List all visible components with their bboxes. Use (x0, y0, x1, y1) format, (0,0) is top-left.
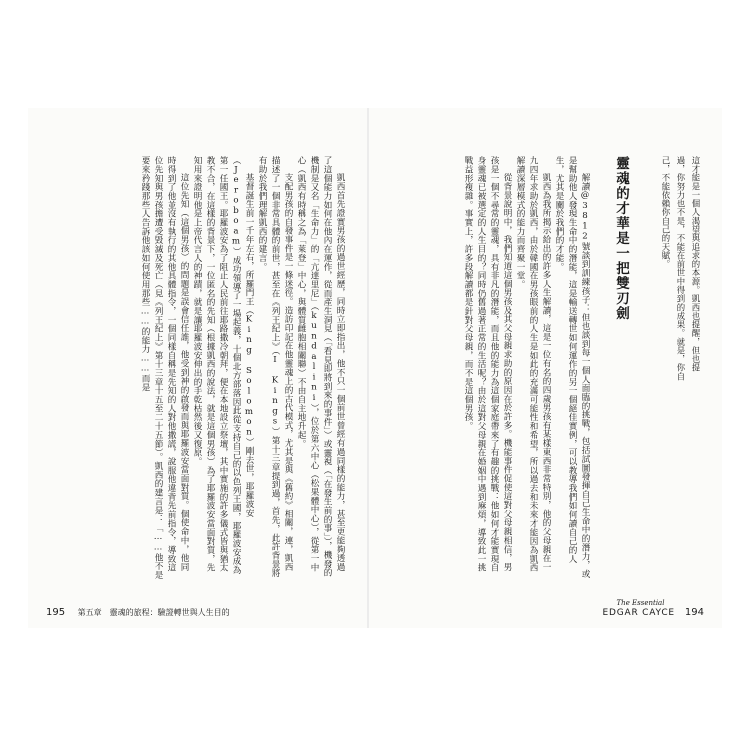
series-script: The Essential (616, 599, 665, 607)
right-paragraph-2: 凱西為我所揭示給出的許多人生解讀，這是一位有名的四歲男孩有某樣東西非常特別，他的父母親在一九四年求助於凱西，由於韓國在男孩眼前的人生是如此的充滿可能性和希望，所以過去和未來才能因為凱西解讀深層模式的能力而齊聚一堂。 (515, 156, 551, 572)
section-title: 靈魂的才華是一把雙刃劍 (613, 156, 629, 321)
left-page-number: 195 (46, 607, 66, 618)
series-author: EDGAR CAYCE (602, 608, 675, 618)
series-mark (603, 598, 675, 618)
right-paragraph-1: 解讀@3812號談到訓練孩子：但也談到每一個人面臨的挑戰，包括試圖發揮自己生命中的潛力，或是幫助他人發現生命中的潛能，這是輸送轉世如何運作的另一個絕佳實例，可以教導我們如何讀自己的人生，尤其是關於我們的才能。 (554, 156, 590, 579)
right-page-body (385, 156, 591, 580)
left-paragraph-2: 支配男孩的自發事件是一條迷徑。造訪印記在他靈魂上的古代模式，尤其是與《舊約》相關，連，凱西描述了一個非常具體的前世，甚至在《列王紀上》（I Kings）第十三章提到過，首先，此許背景將有助於我們理解凱西的建言。 (257, 156, 293, 578)
left-paragraph-1: 凱西首先證實男孩的過世經歷，同時立即指出，他不只一個前世曾經有過同樣的能力，甚至更能夠透過了這個能力如何在他內在運作，從而產生洞見（「看見即將到來的事件」）或靈視（「在發生前的事」），機發的機制是又名「生命力」的「亢達里尼」（kundalini），位於第六中心（松果體中心），從第一中心（凱西有時稱之為「萊登」中心，與體質雌胞相關聯）不由自主地升起。 (296, 156, 345, 577)
left-paragraph-3: 基督誕生前一千年左右，所羅門王（King Solomon）剛去世，耶羅波安（Jeroboam）成功領導了一場起義，十個北方部落因此從支持自己的以色列王國，耶羅波安成為第一任國王。耶羅波安為了阻止人民前往耶路撒冷朝拜，便在本地設立祭壇，其中實施的許多儀式皆與猶太教不合，在這樣的背景下，一位匿名的先知（根據凱西的說法，就是這個男孩）為了耶羅波安當面對質，先知用來證明他是上帝代言人的神蹟，就是讓耶羅波安伸出的手乾枯然後又復原。 (192, 156, 254, 575)
left-page-body (50, 156, 346, 580)
epigraph-text: 這才能是一個人渴望與追求的本源。凱西也提醒，但也提過，你努力也不是，不能在前世中得到的成果。就是，你自己，不能依賴你自己的天賦。 (661, 156, 701, 381)
right-page (369, 108, 722, 628)
left-paragraph-4: 這位先知（這個男孩）的問題是誤會信任誰，他受到神的啟發而與耶羅波安當面對質。個使命中，他同時得到了他並沒有執行的其他具體指令，一個同樣自稱是先知的人對他撒謊，說服他違背先前指令，導致這位先知與男孩擔遭受毀滅及死亡（見《列王紀上》第十三章十五至二十五節）。凱西的建言是：「……他不是要來矜踐那些人告訴他該如何使用那些……的能力……而是 (140, 156, 189, 580)
right-footer (603, 598, 704, 618)
epigraph (641, 156, 703, 386)
left-page (28, 108, 367, 628)
left-running-head: 第五章 靈魂的旅程：驗證轉世與人生目的 (77, 608, 230, 617)
right-paragraph-3: 從背景說明中，我們知道這個男孩及其父母親求助的原因在於許多。機能事件促使這對父母親相信，男孩是一個不尋常的靈魂，具有非凡的潛能，而且他的能力為這個家庭帶來了有趣的挑戰：他如何才能實現自身靈魂已被選定的人生目的？同時仍舊過著正常的生活呢？由於這對父母親在婚姻中遇到麻煩，導致此一挑戰益形複雜。事實上，許多段解讀都是針對父母親，而不是這個男孩。 (463, 156, 512, 572)
right-page-number: 194 (684, 607, 704, 618)
left-footer (46, 607, 230, 618)
